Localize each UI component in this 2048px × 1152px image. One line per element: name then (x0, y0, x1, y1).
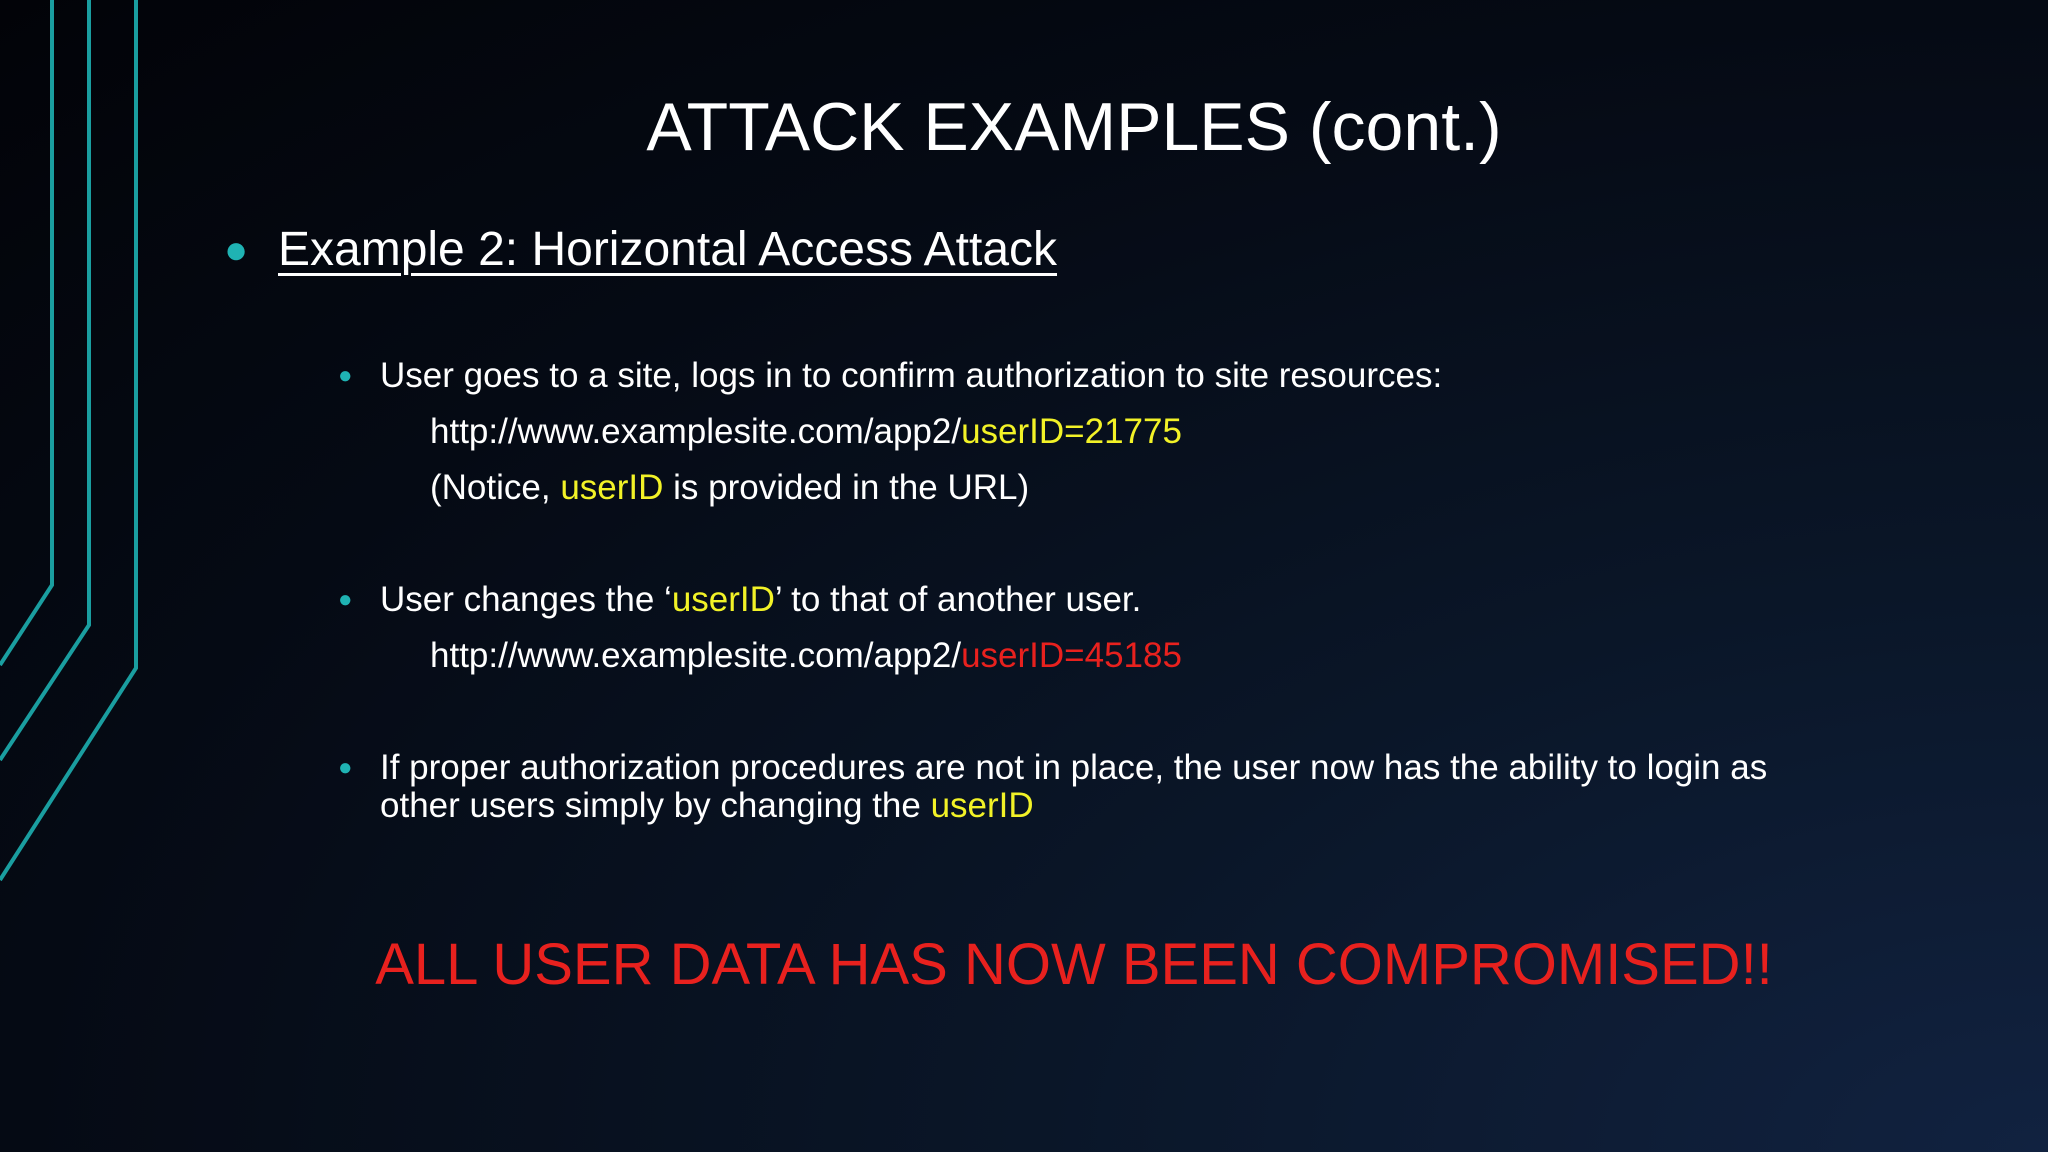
sub-bullet-3-line2 (380, 786, 1034, 826)
alert-message: ALL USER DATA HAS NOW BEEN COMPROMISED!! (375, 932, 1773, 997)
notice-highlight: userID (560, 468, 664, 507)
main-bullet (224, 218, 1057, 282)
sub-bullet-1-text: User goes to a site, logs in to confirm authorization to site resources: (380, 356, 1443, 395)
url-2-param: userID=45185 (961, 636, 1182, 675)
sub-bullet-3-line1: If proper authorization procedures are not in place, the user now has the ability to login as (380, 748, 1768, 787)
url-1-param: userID=21775 (961, 412, 1182, 451)
sub-bullet-icon: ● (338, 754, 353, 781)
sub-bullet-icon: ● (338, 586, 353, 613)
sub-bullet-3-highlight: userID (930, 786, 1034, 825)
notice-suffix: is provided in the URL) (663, 468, 1030, 507)
sub-bullet-2-suffix: ’ to that of another user. (774, 580, 1142, 619)
sub-bullet-2-highlight: userID (671, 580, 775, 619)
slide-title: ATTACK EXAMPLES (cont.) (646, 89, 1502, 165)
notice-line (430, 468, 1029, 508)
sub-bullet-2-prefix: User changes the ‘ (380, 580, 672, 619)
url-line-1 (430, 412, 1182, 452)
bullet-icon: ● (224, 228, 249, 272)
main-bullet-text: Example 2: Horizontal Access Attack (278, 223, 1058, 276)
url-1-prefix: http://www.examplesite.com/app2/ (430, 412, 962, 451)
sub-bullet-icon: ● (338, 362, 353, 389)
sub-bullet-2-text (380, 580, 1141, 620)
notice-prefix: (Notice, (430, 468, 561, 507)
sub-bullet-3-line2-prefix: other users simply by changing the (380, 786, 931, 825)
url-2-prefix: http://www.examplesite.com/app2/ (430, 636, 962, 675)
url-line-2 (430, 636, 1182, 676)
